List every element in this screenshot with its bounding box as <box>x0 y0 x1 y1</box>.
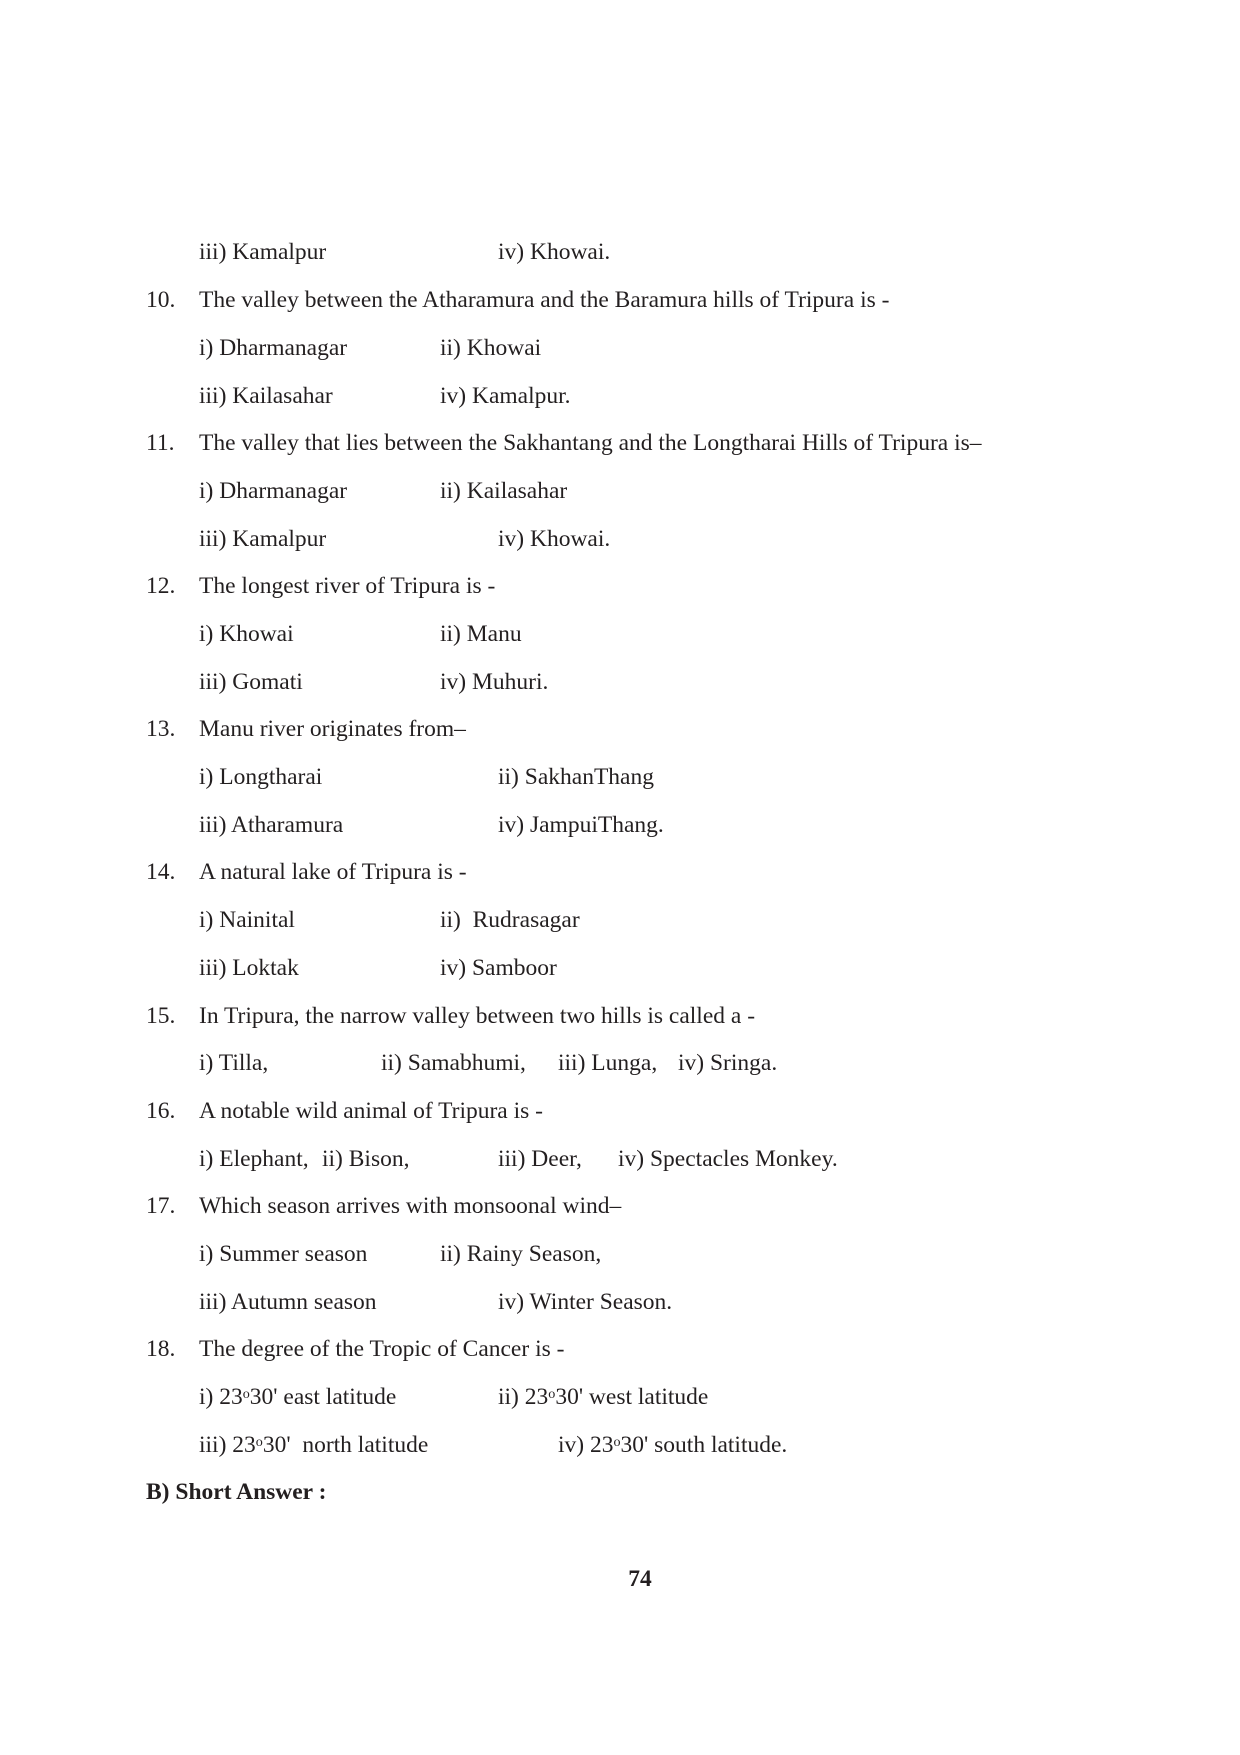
q12-option-1: i) Khowai <box>199 621 294 647</box>
q17-option-4: iv) Winter Season. <box>498 1289 673 1315</box>
q16-question: A notable wild animal of Tripura is - <box>199 1098 543 1124</box>
q17-option-2: ii) Rainy Season, <box>440 1241 602 1267</box>
q12-option-3: iii) Gomati <box>199 669 303 695</box>
q13-option-3: iii) Atharamura <box>199 812 344 838</box>
q18-option-1 <box>199 1386 396 1410</box>
q15-number: 15. <box>146 1003 176 1029</box>
q11-option-4: iv) Khowai. <box>498 526 611 552</box>
q15-option-4: iv) Sringa. <box>678 1050 778 1076</box>
q14-option-2: ii) Rudrasagar <box>440 907 580 933</box>
q12-number: 12. <box>146 573 176 599</box>
q10-option-2: ii) Khowai <box>440 335 542 361</box>
q18-option-2-suffix: 30' west latitude <box>555 1384 709 1410</box>
q18-option-1-suffix: 30' east latitude <box>249 1384 397 1410</box>
q10-number: 10. <box>146 287 176 313</box>
q11-option-3: iii) Kamalpur <box>199 526 327 552</box>
q11-option-2: ii) Kailasahar <box>440 478 568 504</box>
degree-symbol: o <box>242 1386 250 1402</box>
q18-number: 18. <box>146 1336 176 1362</box>
degree-symbol: o <box>548 1386 556 1402</box>
q15-option-2: ii) Samabhumi, <box>381 1050 526 1076</box>
q17-number: 17. <box>146 1193 176 1219</box>
q17-option-3: iii) Autumn season <box>199 1289 377 1315</box>
q13-option-4: iv) JampuiThang. <box>498 812 664 838</box>
q16-option-3: iii) Deer, <box>498 1146 582 1172</box>
q14-number: 14. <box>146 859 176 885</box>
q18-option-3-suffix: 30' north latitude <box>262 1432 429 1458</box>
q12-question: The longest river of Tripura is - <box>199 573 496 599</box>
q16-option-1: i) Elephant, <box>199 1146 309 1172</box>
q9-option-4: iv) Khowai. <box>498 239 611 265</box>
q17-option-1: i) Summer season <box>199 1241 368 1267</box>
q18-question: The degree of the Tropic of Cancer is - <box>199 1336 565 1362</box>
degree-symbol: o <box>613 1434 621 1450</box>
q14-option-1: i) Nainital <box>199 907 295 933</box>
q10-option-4: iv) Kamalpur. <box>440 383 571 409</box>
page-number: 74 <box>628 1566 652 1592</box>
q17-question: Which season arrives with monsoonal wind– <box>199 1193 622 1219</box>
q12-option-2: ii) Manu <box>440 621 522 647</box>
q16-option-2: ii) Bison, <box>322 1146 410 1172</box>
q13-option-2: ii) SakhanThang <box>498 764 654 790</box>
q10-option-3: iii) Kailasahar <box>199 383 333 409</box>
section-b-heading: B) Short Answer : <box>146 1479 327 1505</box>
q11-question: The valley that lies between the Sakhantang and the Longtharai Hills of Tripura is– <box>199 430 982 456</box>
q11-number: 11. <box>146 430 175 456</box>
q18-option-4-prefix: iv) 23 <box>558 1432 614 1458</box>
q11-option-1: i) Dharmanagar <box>199 478 348 504</box>
q10-option-1: i) Dharmanagar <box>199 335 348 361</box>
q15-question: In Tripura, the narrow valley between two hills is called a - <box>199 1003 756 1029</box>
q12-option-4: iv) Muhuri. <box>440 669 549 695</box>
q18-option-3 <box>199 1434 428 1458</box>
q13-option-1: i) Longtharai <box>199 764 323 790</box>
q18-option-4-suffix: 30' south latitude. <box>620 1432 788 1458</box>
q13-number: 13. <box>146 716 176 742</box>
q15-option-1: i) Tilla, <box>199 1050 269 1076</box>
q16-number: 16. <box>146 1098 176 1124</box>
q18-option-2-prefix: ii) 23 <box>498 1384 549 1410</box>
degree-symbol: o <box>255 1434 263 1450</box>
q10-question: The valley between the Atharamura and the Baramura hills of Tripura is - <box>199 287 890 313</box>
q15-option-3: iii) Lunga, <box>558 1050 658 1076</box>
q18-option-2 <box>498 1386 708 1410</box>
q18-option-1-prefix: i) 23 <box>199 1384 243 1410</box>
q18-option-3-prefix: iii) 23 <box>199 1432 256 1458</box>
q14-option-3: iii) Loktak <box>199 955 299 981</box>
q9-option-3: iii) Kamalpur <box>199 239 327 265</box>
q14-option-4: iv) Samboor <box>440 955 557 981</box>
q14-question: A natural lake of Tripura is - <box>199 859 467 885</box>
q13-question: Manu river originates from– <box>199 716 466 742</box>
q18-option-4 <box>558 1434 787 1458</box>
q16-option-4: iv) Spectacles Monkey. <box>618 1146 838 1172</box>
